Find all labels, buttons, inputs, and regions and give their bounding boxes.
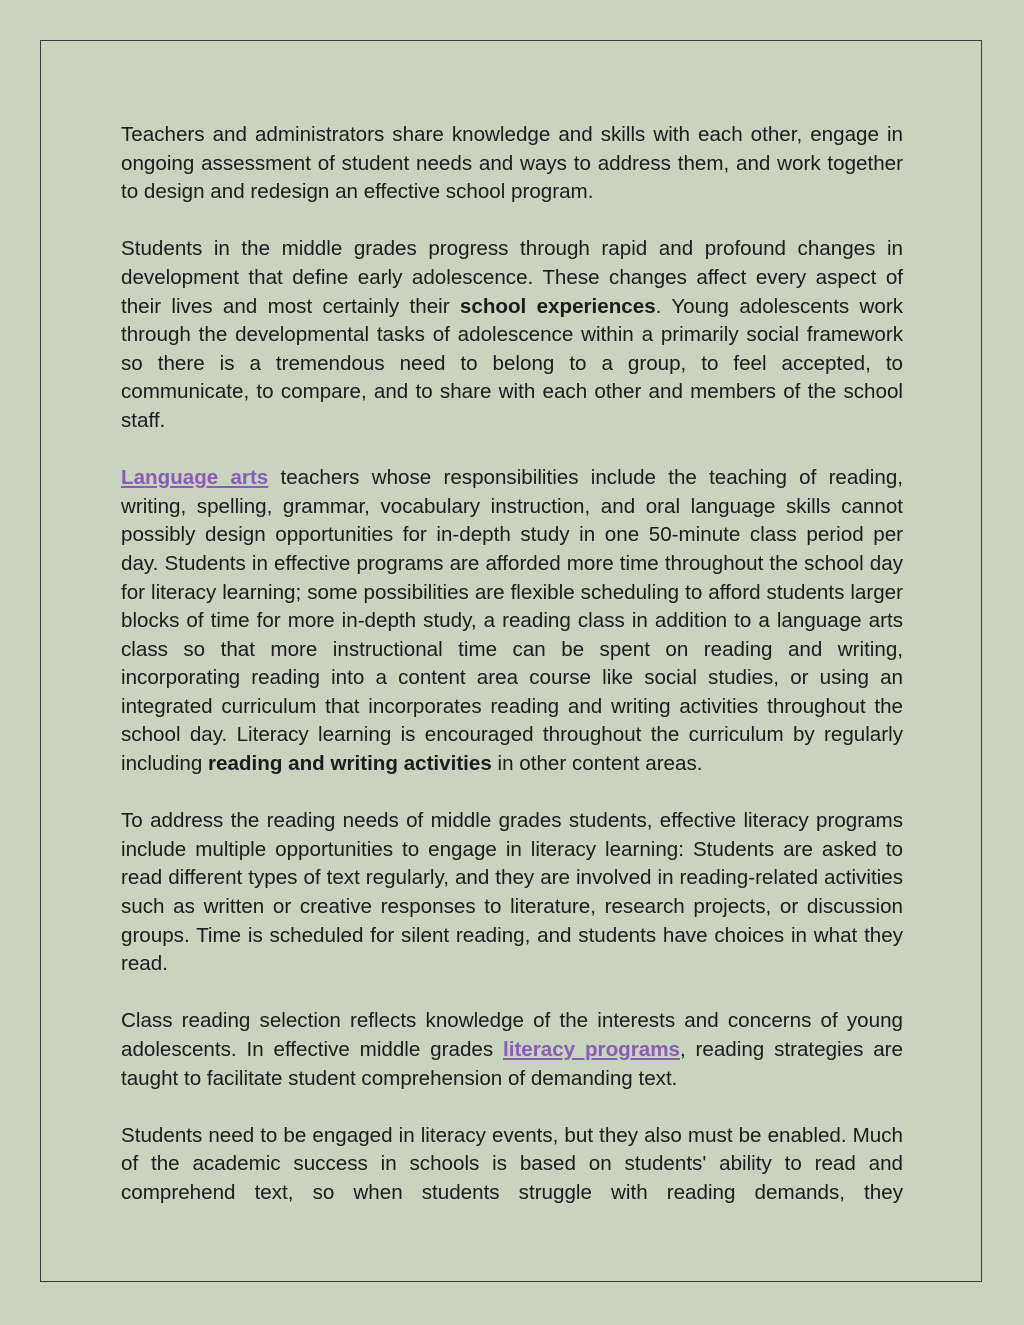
paragraph-3 <box>121 464 903 779</box>
paragraph-5-text-start: Class reading selection reflects knowledge of the interests and concerns of young adolescents. In effective middle grades <box>121 1009 903 1061</box>
paragraph-3-text-start: teachers whose responsibilities include the teaching of reading, writing, spelling, grammar, vocabulary instruction, and oral language skills cannot possibly design opportunities for in-depth study in one 50-minute class period per day. Students in effective programs are afforded more time throughout the school day for literacy learning; some possibilities are flexible scheduling to afford students larger blocks of time for more in-depth study, a reading class in addition to a language arts class so that more instructional time can be spent on reading and writing, incorporating reading into a content area course like social studies, or using an integrated curriculum that incorporates reading and writing activities throughout the school day. Literacy learning is encouraged throughout the curriculum by regularly including <box>121 466 903 776</box>
paragraph-5-text-end: , reading strategies are taught to facilitate student comprehension of demanding text. <box>121 1038 903 1090</box>
reading-writing-activities-bold-text: reading and writing activities <box>208 752 492 776</box>
paragraph-6: Students need to be engaged in literacy events, but they also must be enabled. Much of the academic success in schools is based on students' ability to read and comprehend text, so when students struggle with reading demands, they <box>121 1123 903 1204</box>
paragraph-2-text-start: Students in the middle grades progress through rapid and profound changes in development that define early adolescence. These changes affect every aspect of their lives and most certainly their <box>121 237 903 318</box>
literacy-programs-link[interactable]: literacy programs <box>503 1038 680 1061</box>
school-experiences-bold-text: school experiences <box>459 294 656 318</box>
document-body <box>121 121 903 1208</box>
paragraph-3-text-end: in other content areas. <box>491 752 703 776</box>
paragraph-1: Teachers and administrators share knowledge and skills with each other, engage in ongoing assessment of student needs and ways to address them, and work together to design and redesign an effective school program. <box>121 123 903 204</box>
paragraph-2-text-end: . Young adolescents work through the developmental tasks of adolescence within a primarily social framework so there is a tremendous need to belong to a group, to feel accepted, to communicate, to compare, and to share with each other and members of the school staff. <box>121 294 904 432</box>
paragraph-5 <box>121 1007 903 1093</box>
language-arts-link[interactable]: Language arts <box>121 466 269 490</box>
paragraph-4: To address the reading needs of middle grades students, effective literacy programs include multiple opportunities to engage in literacy learning: Students are asked to read different types of text regularly, and they are involved in reading-related activities such as written or creative responses to literature, research projects, or discussion groups. Time is scheduled for silent reading, and students have choices in what they read. <box>121 809 903 976</box>
paragraph-2 <box>121 235 903 435</box>
